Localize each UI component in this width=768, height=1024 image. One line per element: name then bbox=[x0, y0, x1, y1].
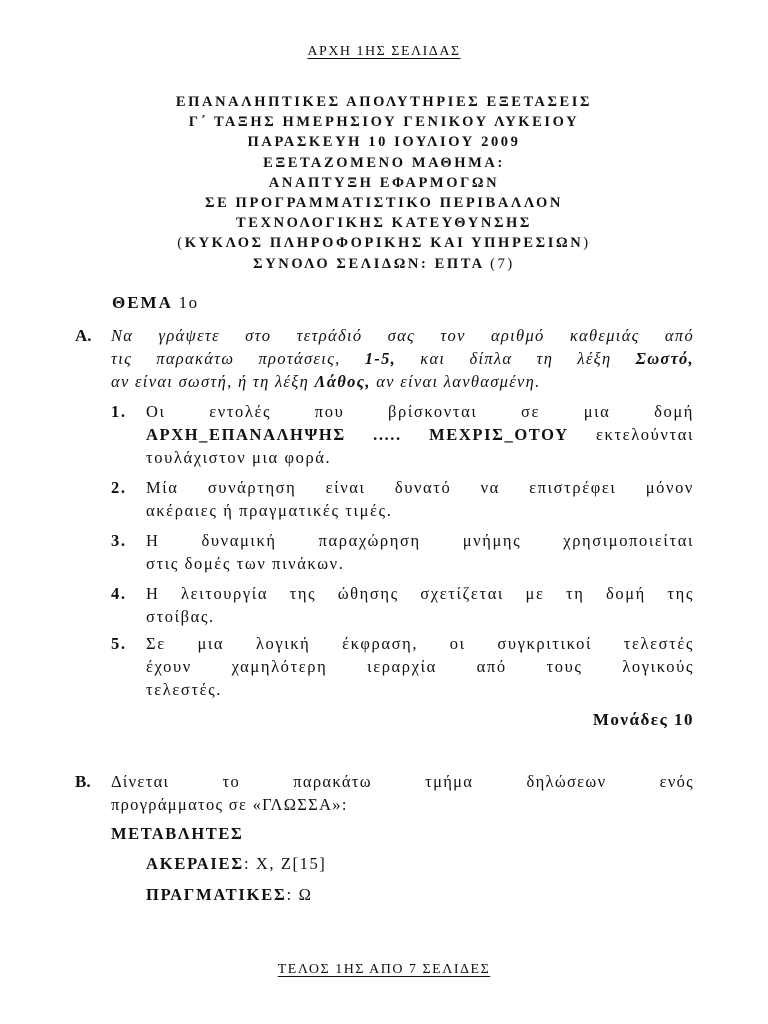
title-line-9 bbox=[0, 254, 768, 274]
part-a-line-2-a: τις παρακάτω προτάσεις, bbox=[111, 349, 341, 368]
statement-text bbox=[146, 529, 694, 575]
page-header bbox=[0, 44, 768, 60]
integer-type-label: ΑΚΕΡΑΙΕΣ bbox=[146, 854, 244, 873]
statement-line: Σε μια λογική έκφραση, οι συγκριτικοί τελεστές bbox=[146, 634, 694, 653]
topic-number: 1ο bbox=[178, 293, 199, 312]
statement-number: 5. bbox=[111, 634, 127, 653]
part-a-wrong-word: Λάθος, bbox=[314, 372, 371, 391]
title-line-3: ΠΑΡΑΣΚΕΥΗ 10 ΙΟΥΛΙΟΥ 2009 bbox=[247, 134, 521, 151]
title-line-1: ΕΠΑΝΑΛΗΠΤΙΚΕΣ ΑΠΟΛΥΤΗΡΙΕΣ ΕΞΕΤΑΣΕΙΣ bbox=[175, 94, 593, 110]
integer-vars: : Χ, Ζ[15] bbox=[243, 854, 327, 873]
title-line-6: ΣΕ ΠΡΟΓΡΑΜΜΑΤΙΣΤΙΚΟ ΠΕΡΙΒΑΛΛΟΝ bbox=[204, 195, 563, 212]
part-a-line-1: Να γράψετε στο τετράδιό σας τον αριθμό καθεμιάς από bbox=[111, 326, 694, 345]
exam-title-block bbox=[0, 92, 768, 274]
title-line-2: Γ΄ ΤΑΞΗΣ ΗΜΕΡΗΣΙΟΥ ΓΕΝΙΚΟΥ ΛΥΚΕΙΟΥ bbox=[188, 114, 580, 131]
part-a-label: Α. bbox=[75, 326, 92, 345]
statement-line: τουλάχιστον μια φορά. bbox=[146, 448, 332, 467]
statement-number: 4. bbox=[111, 584, 127, 603]
topic-label: ΘΕΜΑ bbox=[112, 293, 173, 312]
title-paren-open: ( bbox=[177, 235, 185, 252]
statement-line bbox=[146, 423, 694, 446]
code-keyword-repeat: ΑΡΧΗ_ΕΠΑΝΑΛΗΨΗΣ ..... ΜΕΧΡΙΣ_ΟΤΟΥ bbox=[146, 425, 569, 444]
real-vars: : Ω bbox=[286, 885, 313, 904]
statement-line: τελεστές. bbox=[146, 680, 223, 699]
statement-line: έχουν χαμηλότερη ιεραρχία από τους λογικούς bbox=[146, 657, 694, 676]
statement-number: 3. bbox=[111, 531, 127, 550]
statement-text bbox=[146, 476, 694, 522]
statement-line: Η λειτουργία της ώθησης σχετίζεται με τη δομή της bbox=[146, 584, 694, 603]
page-header-text: ΑΡΧΗ 1ΗΣ ΣΕΛΙΔΑΣ bbox=[307, 44, 461, 59]
title-line-8 bbox=[0, 233, 768, 253]
part-b-label: Β. bbox=[75, 772, 91, 791]
title-line-7: ΤΕΧΝΟΛΟΓΙΚΗΣ ΚΑΤΕΥΘΥΝΣΗΣ bbox=[236, 215, 532, 232]
statement-line-tail: εκτελούνται bbox=[596, 425, 694, 444]
statement-line: Μία συνάρτηση είναι δυνατό να επιστρέφει μόνον bbox=[146, 478, 694, 497]
statement-text bbox=[146, 582, 694, 628]
marks-label: Μονάδες 10 bbox=[592, 710, 694, 729]
page-footer bbox=[0, 962, 768, 978]
integer-declaration bbox=[146, 854, 326, 874]
statement-line: στις δομές των πινάκων. bbox=[146, 554, 345, 573]
statement-line: Οι εντολές που βρίσκονται σε μια δομή bbox=[146, 402, 694, 421]
title-pages-label: ΣΥΝΟΛΟ ΣΕΛΙΔΩΝ: ΕΠΤΑ bbox=[253, 255, 484, 272]
part-a-line-3 bbox=[111, 370, 694, 393]
part-a-correct-word: Σωστό, bbox=[635, 349, 694, 368]
statement-text bbox=[146, 632, 694, 701]
statement-number: 2. bbox=[111, 478, 127, 497]
statement-line: ακέραιες ή πραγματικές τιμές. bbox=[146, 501, 393, 520]
part-a-line-3-a: αν είναι σωστή, ή τη λέξη bbox=[111, 372, 310, 391]
part-a-line-2 bbox=[111, 347, 694, 370]
topic-heading bbox=[112, 293, 199, 313]
real-declaration bbox=[146, 885, 312, 905]
statement-number: 1. bbox=[111, 402, 127, 421]
variables-header: ΜΕΤΑΒΛΗΤΕΣ bbox=[111, 824, 244, 843]
statement-text bbox=[146, 400, 694, 469]
part-a-line-3-c: αν είναι λανθασμένη. bbox=[376, 372, 541, 391]
part-b-line-2: προγράμματος σε «ΓΛΩΣΣΑ»: bbox=[111, 795, 348, 814]
part-a-range: 1-5, bbox=[364, 349, 397, 368]
statement-line: Η δυναμική παραχώρηση μνήμης χρησιμοποιείται bbox=[146, 531, 694, 550]
title-line-4: ΕΞΕΤΑΖΟΜΕΝΟ ΜΑΘΗΜΑ: bbox=[263, 154, 505, 171]
statement-line: στοίβας. bbox=[146, 607, 215, 626]
part-a-line-2-c: και δίπλα τη λέξη bbox=[420, 349, 612, 368]
part-b-instructions bbox=[111, 770, 694, 816]
title-pages-num: (7) bbox=[490, 255, 515, 272]
real-type-label: ΠΡΑΓΜΑΤΙΚΕΣ bbox=[146, 885, 287, 904]
title-paren-close: ) bbox=[583, 235, 591, 252]
part-a-instructions bbox=[111, 324, 694, 393]
title-line-5: ΑΝΑΠΤΥΞΗ ΕΦΑΡΜΟΓΩΝ bbox=[268, 174, 500, 191]
title-line-8-text: ΚΥΚΛΟΣ ΠΛΗΡΟΦΟΡΙΚΗΣ ΚΑΙ ΥΠΗΡΕΣΙΩΝ bbox=[184, 235, 584, 252]
part-b-line-1: Δίνεται το παρακάτω τμήμα δηλώσεων ενός bbox=[111, 772, 694, 791]
page-footer-text: ΤΕΛΟΣ 1ΗΣ ΑΠΟ 7 ΣΕΛΙΔΕΣ bbox=[277, 962, 491, 977]
